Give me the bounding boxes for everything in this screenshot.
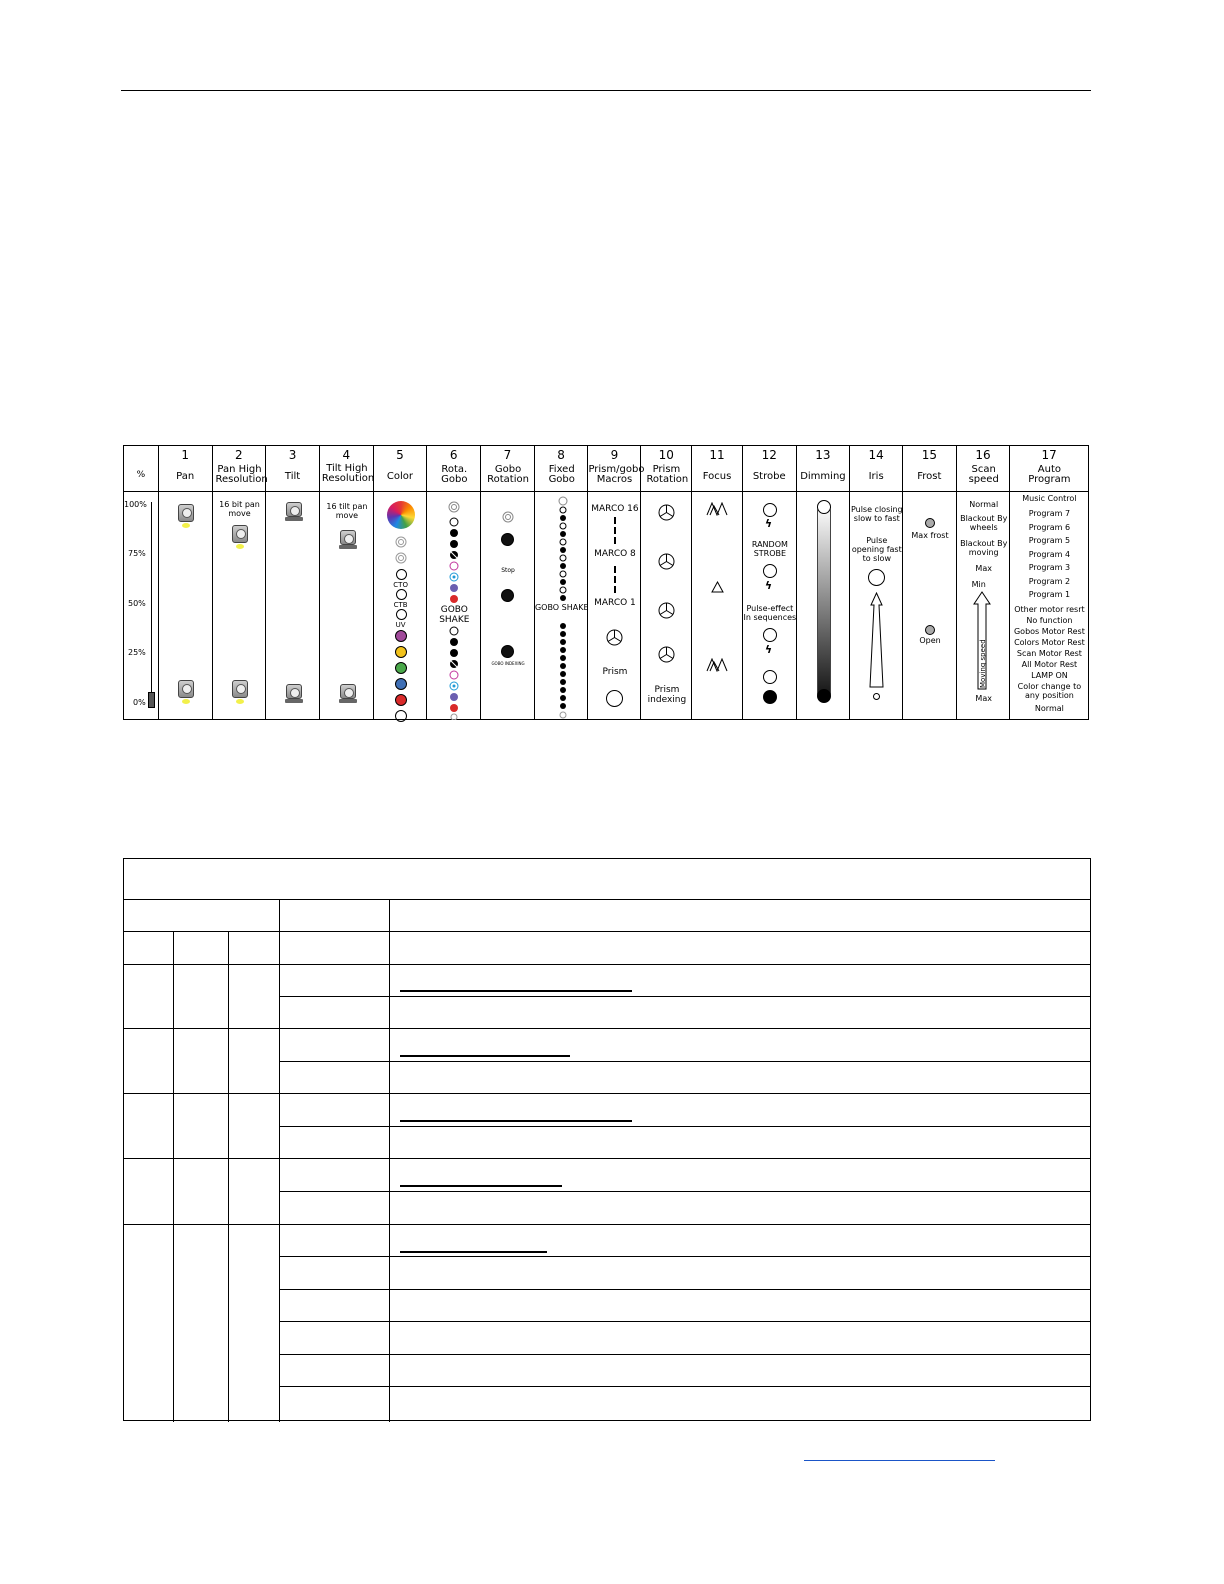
footer-link[interactable]	[804, 1460, 995, 1461]
auto-item: Program 4	[1028, 550, 1071, 559]
gobo-indexing-icon	[501, 645, 514, 658]
marco-8-label: MARCO 8	[594, 549, 636, 559]
light-beam-icon	[236, 699, 244, 704]
channel-number: 6	[449, 448, 458, 462]
open-icon	[763, 564, 777, 578]
ctb-icon	[396, 609, 407, 620]
channel-9-prism-gobo-macros	[588, 446, 645, 719]
yellow-color-icon	[395, 646, 407, 658]
fixed-gobo-shake-list-icon	[555, 622, 571, 720]
channel-number: 16	[975, 448, 991, 462]
normal-label: Normal	[969, 500, 999, 509]
auto-item: Normal	[1034, 704, 1064, 713]
strobe-bolt-icon: ϟ	[764, 517, 773, 530]
closed-icon	[817, 689, 831, 703]
channel-1-pan	[159, 446, 213, 719]
channel-number: 14	[868, 448, 884, 462]
min-label: Min	[971, 580, 986, 589]
blackout-wheels-label: Blackout By wheels	[960, 514, 1008, 533]
percent-column	[124, 446, 159, 719]
fixed-gobo-list-icon	[555, 496, 571, 606]
focus-triangle-icon	[711, 581, 724, 593]
auto-item: Program 5	[1028, 536, 1071, 545]
channel-number: 2	[235, 448, 243, 462]
percent-25: 25%	[128, 648, 146, 657]
focus-far-icon	[706, 502, 728, 516]
auto-item: Other motor resrt	[1014, 605, 1085, 614]
moving-head-icon	[178, 504, 194, 522]
auto-item: Gobos Motor Rest	[1013, 627, 1085, 636]
cto-icon	[396, 589, 407, 600]
channel-name: Color	[386, 470, 414, 482]
percent-100: 100%	[124, 500, 147, 509]
moving-head-icon	[232, 680, 248, 698]
open-icon	[763, 628, 777, 642]
red-color-icon	[395, 694, 407, 706]
channel-name: Dimming	[800, 470, 846, 482]
channel-number: 1	[181, 448, 189, 462]
channel-number: 8	[557, 448, 565, 462]
fader-track	[151, 502, 152, 708]
fader-knob-icon	[148, 692, 155, 708]
iris-arrow-icon	[869, 592, 884, 688]
channel-number: 13	[815, 448, 831, 462]
iris-closed-icon	[873, 693, 880, 700]
pan-16bit-label: 16 bit pan move	[219, 500, 260, 519]
rotating-gobo-list-icon	[445, 500, 465, 605]
channel-10-prism-rotation	[641, 446, 692, 719]
channel-5-color	[374, 446, 428, 719]
marco-16-label: MARCO 16	[591, 504, 639, 514]
auto-item: Colors Motor Rest	[1014, 638, 1085, 647]
open-icon	[763, 503, 777, 517]
moving-head-icon	[178, 680, 194, 698]
prism-icon	[606, 629, 623, 646]
gobo-rotate-ccw-icon	[501, 589, 514, 602]
percent-75: 75%	[128, 549, 146, 558]
open-icon	[606, 690, 623, 707]
channel-number: 9	[610, 448, 619, 462]
focus-near-icon	[706, 658, 728, 672]
uv-label: UV	[395, 621, 406, 629]
percent-50: 50%	[128, 599, 146, 608]
dimming-gradient-bar	[817, 504, 831, 700]
frost-icon	[925, 625, 935, 635]
marco-1-label: MARCO 1	[594, 598, 636, 608]
channel-name: Prism Rotation	[646, 463, 689, 486]
channel-3-tilt	[266, 446, 320, 719]
auto-item: Program 2	[1028, 577, 1071, 586]
frost-open-label: Open	[919, 636, 941, 645]
moving-head-icon	[232, 525, 248, 543]
color-wheel-icon	[387, 501, 415, 529]
light-beam-icon	[182, 699, 190, 704]
channel-name: Prism/gobo Macros	[588, 463, 645, 486]
auto-item: All Motor Rest	[1021, 660, 1078, 669]
pulse-effect-label: Pulse-effect In sequences	[743, 604, 797, 623]
percent-0: 0%	[133, 698, 146, 707]
prism-label: Prism	[602, 667, 628, 677]
pulse-opening-label: Pulse opening fast to slow	[851, 536, 902, 564]
strobe-bolt-icon: ϟ	[764, 643, 773, 656]
channel-7-gobo-rotation	[481, 446, 535, 719]
auto-item: Music Control	[1022, 494, 1077, 503]
light-beam-icon	[182, 523, 190, 528]
color-scroll-icon	[395, 536, 407, 566]
max-bottom-label: Max	[975, 694, 992, 703]
green-color-icon	[395, 662, 407, 674]
channel-number: 15	[921, 448, 937, 462]
channel-name: Iris	[868, 470, 884, 482]
channel-name: Tilt High Resolution	[321, 462, 375, 485]
blue-color-icon	[395, 678, 407, 690]
strobe-bolt-icon: ϟ	[764, 579, 773, 592]
prism-indexing-label: Prism indexing	[647, 685, 687, 706]
channel-17-auto-program	[1010, 446, 1088, 719]
channel-number: 7	[503, 448, 512, 462]
prism-rotation-icons	[658, 504, 675, 664]
pulse-closing-label: Pulse closing slow to fast	[850, 505, 903, 524]
ctb-label: CTB	[393, 601, 408, 609]
channel-number: 10	[658, 448, 674, 462]
cto-label: CTO	[393, 581, 408, 589]
white-color-icon	[395, 710, 407, 722]
auto-item: Scan Motor Rest	[1016, 649, 1082, 658]
iris-open-icon	[868, 569, 885, 586]
channel-15-frost	[903, 446, 957, 719]
blackout-moving-label: Blackout By moving	[960, 539, 1008, 558]
uv-color-icon	[395, 630, 407, 642]
moving-speed-label: Moving speed	[978, 639, 987, 688]
moving-head-tilted-icon	[286, 502, 302, 517]
dmx-value-table	[123, 858, 1091, 1421]
channel-name: Rota. Gobo	[441, 463, 468, 486]
stop-label: Stop	[501, 567, 515, 574]
channel-name: Focus	[702, 470, 732, 482]
dmx-channel-chart	[123, 445, 1089, 720]
fixed-gobo-shake-label: GOBO SHAKE	[534, 603, 589, 612]
channel-number: 4	[342, 448, 351, 462]
channel-name: Pan	[176, 470, 195, 482]
channel-name: Tilt	[284, 470, 301, 482]
channel-name: Pan High Resolution	[215, 463, 268, 486]
channel-name: Gobo Rotation	[487, 463, 529, 486]
frost-icon	[925, 518, 935, 528]
rotating-gobo-shake-list-icon	[445, 626, 465, 720]
channel-6-rotating-gobo	[427, 446, 481, 719]
channel-12-strobe	[743, 446, 797, 719]
channel-11-focus	[692, 446, 743, 719]
auto-item: Program 3	[1028, 563, 1071, 572]
moving-head-tilted-icon	[340, 684, 356, 699]
channel-number: 11	[709, 448, 725, 462]
channel-number: 3	[288, 448, 297, 462]
channel-name: Scan speed	[968, 463, 999, 486]
percent-header: %	[136, 470, 146, 480]
channel-4-tilt-high-res	[320, 446, 374, 719]
channel-name: Fixed Gobo	[548, 463, 575, 486]
moving-head-tilted-icon	[340, 530, 356, 545]
gobo-shake-label: GOBO SHAKE	[439, 605, 470, 626]
channel-2-pan-high-res	[213, 446, 267, 719]
open-white-icon	[396, 569, 407, 580]
channel-8-fixed-gobo	[535, 446, 589, 719]
closed-icon	[763, 690, 777, 704]
moving-head-tilted-icon	[286, 684, 302, 699]
channel-16-scan-speed	[957, 446, 1011, 719]
auto-item: Program 6	[1028, 523, 1071, 532]
tilt-16bit-label: 16 tilt pan move	[326, 502, 368, 521]
max-frost-label: Max frost	[911, 531, 949, 540]
auto-item: Color change to any position	[1017, 682, 1082, 701]
header-rule	[121, 90, 1091, 91]
gobo-spiral-icon	[500, 509, 516, 525]
auto-item: LAMP ON	[1031, 671, 1068, 680]
auto-item: No function	[1026, 616, 1073, 625]
random-strobe-label: RANDOM STROBE	[751, 540, 788, 559]
channel-number: 17	[1041, 448, 1057, 462]
channel-number: 12	[761, 448, 777, 462]
gobo-indexing-label: GOBO INDEXING	[491, 661, 525, 666]
light-beam-icon	[236, 544, 244, 549]
gobo-rotate-cw-icon	[501, 533, 514, 546]
channel-13-dimming	[797, 446, 851, 719]
channel-name: Auto Program	[1028, 463, 1071, 486]
open-icon	[817, 500, 831, 514]
channel-name: Frost	[917, 470, 942, 482]
open-icon	[763, 670, 777, 684]
channel-number: 5	[396, 448, 404, 462]
max-label: Max	[975, 564, 992, 573]
auto-item: Program 7	[1028, 509, 1071, 518]
auto-item: Program 1	[1028, 590, 1071, 599]
channel-name: Strobe	[752, 470, 786, 482]
channel-14-iris	[850, 446, 903, 719]
